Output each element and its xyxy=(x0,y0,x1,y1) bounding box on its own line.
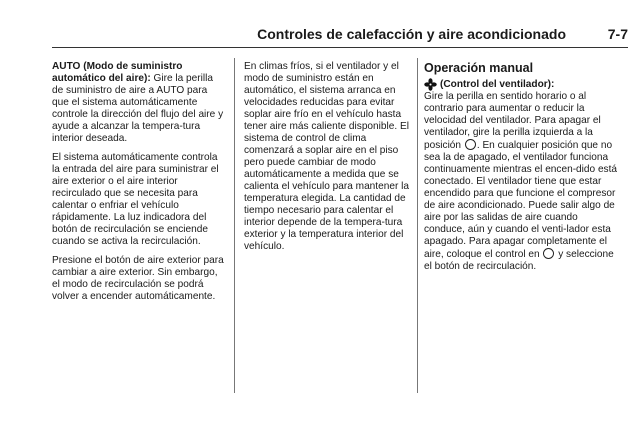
off-position-icon xyxy=(543,248,554,259)
auto-mode-term: AUTO (Modo de suministro automático del aire): xyxy=(52,61,183,84)
fan-text-c: y seleccione el botón de recirculación. xyxy=(424,249,614,272)
section-title: Controles de calefacción y aire acondicionado xyxy=(257,26,566,42)
off-position-icon xyxy=(465,139,476,150)
page-number: 7-7 xyxy=(607,26,628,42)
auto-mode-text: Gire la perilla de suministro de aire a AUTO para que el sistema automáticamente controle la dirección del flujo del aire y ayude a alcanzar la tempera-tura interior deseada. xyxy=(52,73,224,144)
paragraph-outside-air: Presione el botón de aire exterior para cambiar a aire exterior. Sin embargo, el modo de recirculación se podrá volver a encender automáticamente. xyxy=(52,255,224,302)
fan-icon xyxy=(424,78,437,91)
fan-text-b: . En cualquier posición que no sea la de apagado, el ventilador funciona continuamente mientras el encen-dido está conectado. El ventilador tiene que estar encendido para que funcione el compresor de aire acondicionado. Puede salir algo de aire por las salidas de aire cuando conduce, aún y cuando el venti-lador esta apagado. Para apagar completamente el aire, coloque el control en xyxy=(424,140,618,260)
fan-text-a: Gire la perilla en sentido horario o al contrario para aumentar o reducir la velocidad del ventilador. Para apagar el ventilador, gire la perilla izquierda a la posición xyxy=(424,91,601,151)
column-3 xyxy=(424,61,618,280)
paragraph-auto-intake: El sistema automáticamente controla la entrada del aire para suministrar el aire exterior o el aire interior recirculado que se necesita para calentar o enfriar el vehículo rápidamente. La luz indicadora del botón de recirculación se enciende cuando se activa la recirculación. xyxy=(52,152,219,247)
column-1 xyxy=(52,61,226,310)
fan-control-label: (Control del ventilador): xyxy=(440,78,555,90)
column-divider-1 xyxy=(234,58,235,393)
manual-operation-heading: Operación manual xyxy=(424,61,534,75)
paragraph-cold-climate: En climas fríos, si el ventilador y el modo de suministro están en automático, el sistema arranca en velocidades reducidas para evitar soplar aire frío en el vehículo hasta tener aire más caliente disponible. El sistema de control de clima comenzará a soplar aire en el piso pero puede cambiar de modo automáticamente a medida que se calienta el vehículo para mantener la temperatura elegida. La cantidad de tiempo necesario para calentar el interior depende de la tempera-tura exterior y la temperatura interior del vehículo. xyxy=(244,61,409,252)
paragraph-fan-control xyxy=(424,91,618,273)
header-rule xyxy=(52,47,628,48)
fan-control-heading xyxy=(424,78,618,91)
column-divider-2 xyxy=(417,58,418,393)
paragraph-auto-mode xyxy=(52,61,226,145)
page-header xyxy=(0,26,628,46)
column-2 xyxy=(244,61,412,260)
